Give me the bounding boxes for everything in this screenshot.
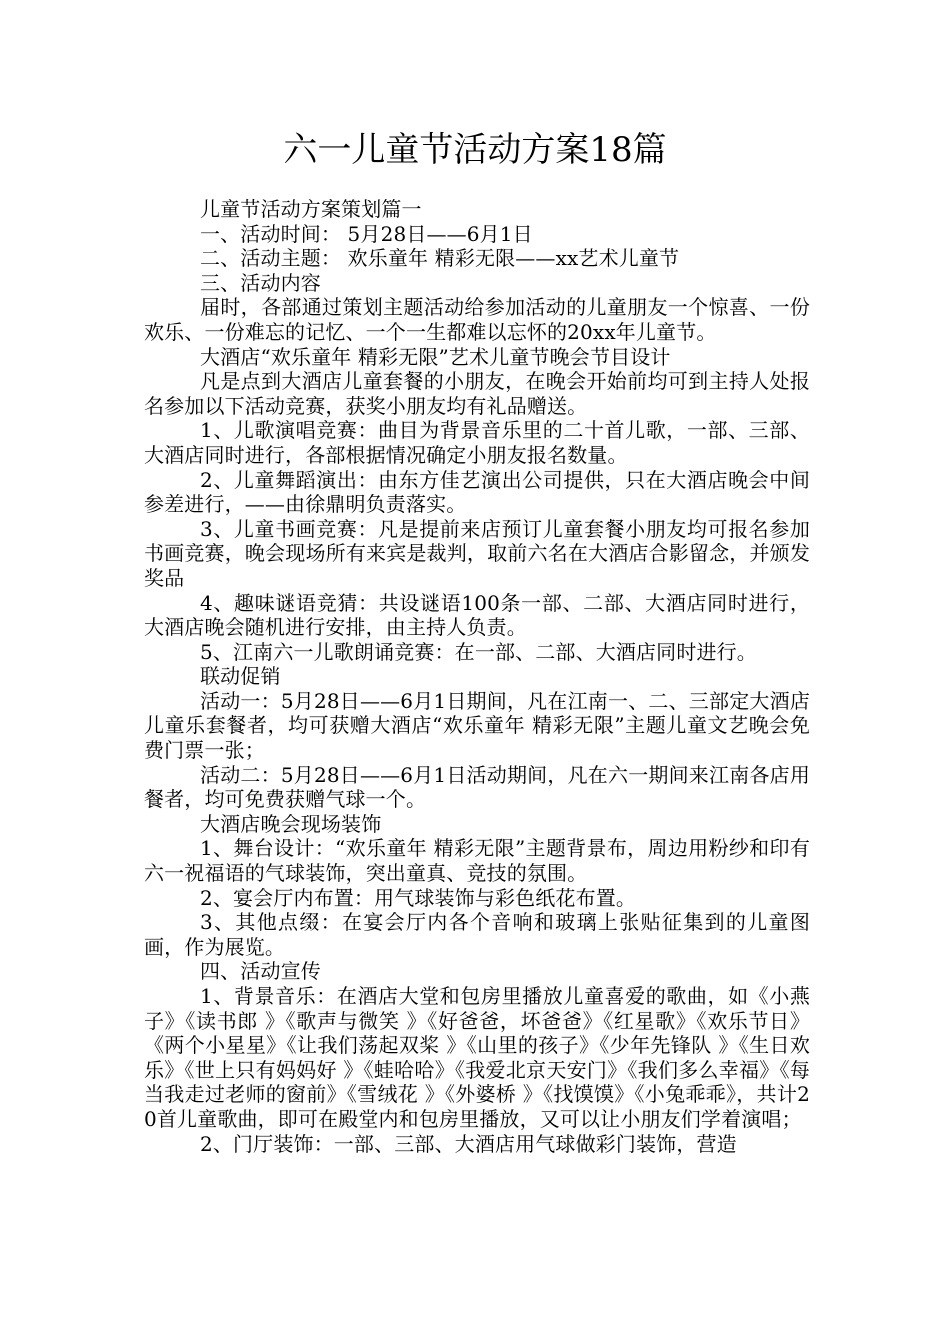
paragraph: 届时，各部通过策划主题活动给参加活动的儿童朋友一个惊喜、一份欢乐、一份难忘的记忆、一个一生都难以忘怀的20xx年儿童节。	[144, 295, 810, 344]
section-heading: 大酒店“欢乐童年 精彩无限”艺术儿童节晚会节目设计	[200, 344, 671, 369]
list-item: 5、江南六一儿歌朗诵竞赛：在一部、二部、大酒店同时进行。	[200, 639, 757, 664]
list-item: 1、背景音乐：在酒店大堂和包房里播放儿童喜爱的歌曲，如《小燕子》《读书郎 》《歌声与微笑 》《好爸爸，坏爸爸》《红星歌》《欢乐节日》《两个小星星》《让我们荡起双桨 》《山里的孩子》《少年先锋队 》《生日欢乐》《世上只有妈妈好 》《蛙哈哈》《我爱北京天安门》《我们多么幸福》《每当我走过老师的窗前》《雪绒花 》《外婆桥 》《找馍馍》《小兔乖乖》，共计20首儿童歌曲，即可在殿堂内和包房里播放，又可以让小朋友们学着演唱；	[144, 984, 810, 1131]
list-item: 3、儿童书画竞赛：凡是提前来店预订儿童套餐小朋友均可报名参加书画竞赛，晚会现场所有来宾是裁判，取前六名在大酒店合影留念，并颁发奖品	[144, 516, 810, 590]
list-item: 3、其他点缀：在宴会厅内各个音响和玻璃上张贴征集到的儿童图画，作为展览。	[144, 910, 810, 959]
document-body	[144, 197, 810, 1156]
paragraph: 活动二：5月28日——6月1日活动期间，凡在六一期间来江南各店用餐者，均可免费获赠气球一个。	[144, 762, 810, 812]
section-heading: 三、活动内容	[200, 270, 321, 295]
section-heading: 儿童节活动方案策划篇一	[200, 197, 422, 221]
list-item: 2、宴会厅内布置：用气球装饰与彩色纸花布置。	[200, 885, 637, 910]
activity-time: 一、活动时间： 5月28日——6月1日	[200, 221, 533, 246]
paragraph: 凡是点到大酒店儿童套餐的小朋友，在晚会开始前均可到主持人处报名参加以下活动竞赛，获奖小朋友均有礼品赠送。	[144, 369, 810, 418]
list-item: 2、门厅装饰：一部、三部、大酒店用气球做彩门装饰，营造	[200, 1131, 737, 1156]
list-item: 4、趣味谜语竞猜：共设谜语100条一部、二部、大酒店同时进行，大酒店晚会随机进行安排，由主持人负责。	[144, 590, 810, 640]
list-item: 2、儿童舞蹈演出：由东方佳艺演出公司提供，只在大酒店晚会中间参差进行，——由徐鼎明负责落实。	[144, 467, 810, 517]
section-heading: 四、活动宣传	[200, 959, 321, 984]
section-heading: 大酒店晚会现场装饰	[200, 811, 382, 836]
document-title: 六一儿童节活动方案18篇	[283, 130, 667, 170]
paragraph: 活动一：5月28日——6月1日期间，凡在江南一、二、三部定大酒店儿童乐套餐者，均可获赠大酒店“欢乐童年 精彩无限”主题儿童文艺晚会免费门票一张；	[144, 688, 810, 763]
list-item: 1、儿歌演唱竞赛：曲目为背景音乐里的二十首儿歌，一部、三部、大酒店同时进行，各部根据情况确定小朋友报名数量。	[144, 418, 810, 467]
section-heading: 联动促销	[200, 664, 281, 689]
list-item: 1、舞台设计：“欢乐童年 精彩无限”主题背景布，周边用粉纱和印有六一祝福语的气球装饰，突出童真、竞技的氛围。	[144, 836, 810, 886]
activity-theme: 二、活动主题： 欢乐童年 精彩无限——xx艺术儿童节	[200, 246, 680, 271]
